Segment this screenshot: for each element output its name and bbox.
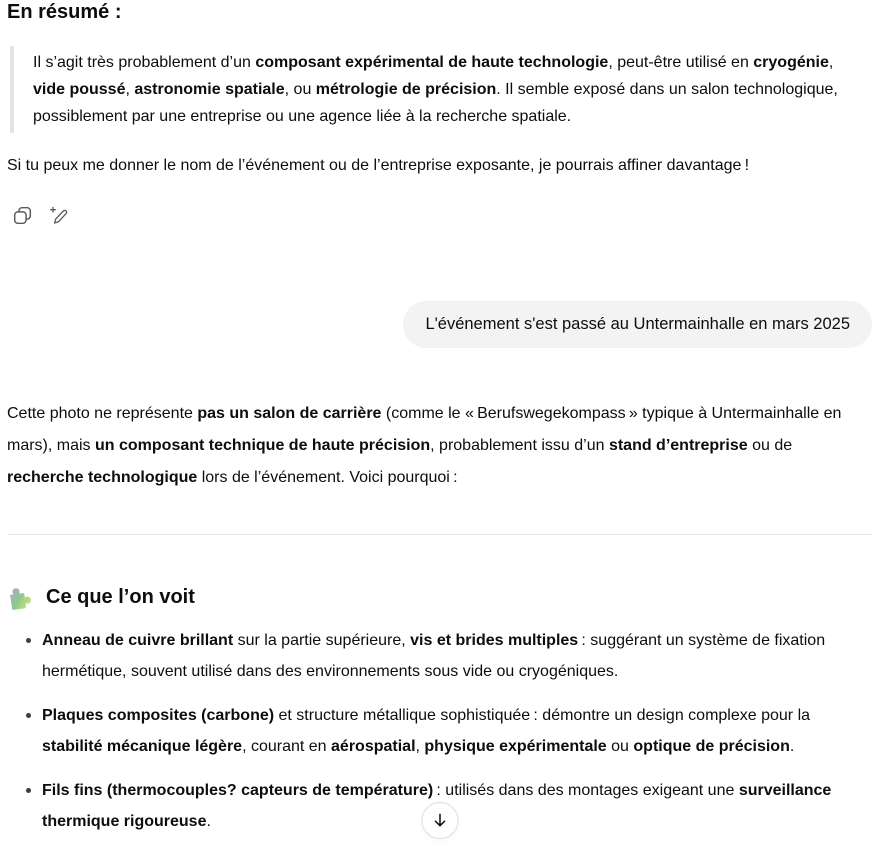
section-divider (7, 534, 872, 535)
summary-blockquote (7, 46, 872, 133)
scroll-to-bottom-button[interactable] (421, 802, 458, 839)
bullet-dot (26, 713, 31, 718)
summary-heading: En résumé : (7, 1, 122, 23)
list-item-text: Plaques composites (carbone) et structure métallique sophistiquée : démontre un design complexe pour la stabilité mécanique légère, courant en aérospatial, physique expérimentale ou optique de précision. (42, 707, 811, 755)
assistant-message-2 (7, 398, 872, 837)
copy-button[interactable] (9, 202, 35, 228)
bullet-dot (26, 638, 31, 643)
bullet-dot (26, 788, 31, 793)
puzzle-emoji-icon (7, 584, 33, 610)
list-item (7, 625, 872, 687)
user-message-row (7, 301, 872, 348)
section-title: Ce que l’on voit (46, 586, 195, 608)
copy-icon (13, 206, 32, 225)
list-item (7, 700, 872, 762)
blockquote-bar (10, 46, 14, 133)
blockquote-text: Il s’agit très probablement d’un composant expérimental de haute technologie, peut-être utilisé en cryogénie, vide poussé, astronomie spatiale, ou métrologie de précision. Il semble exposé dans un salon technologique, possiblement par une entreprise ou une agence liée à la recherche spatiale. (33, 54, 838, 125)
list-item-text: Fils fins (thermocouples? capteurs de température) : utilisés dans des montages exigeant une surveillance thermique rigoureuse. (42, 782, 832, 830)
user-message-text: L'événement s'est passé au Untermainhalle en mars 2025 (425, 315, 850, 333)
list-item-text: Anneau de cuivre brillant sur la partie supérieure, vis et brides multiples : suggérant un système de fixation hermétique, souvent utilisé dans des environnements sous vide ou cryogéniques. (42, 632, 826, 680)
arrow-down-icon (430, 811, 449, 830)
section-heading (7, 582, 872, 612)
followup-question: Si tu peux me donner le nom de l’événement ou de l’entreprise exposante, je pourrais affiner davantage ! (7, 157, 750, 174)
edit-button[interactable] (45, 202, 71, 228)
assistant-message-1 (7, 0, 872, 228)
intro-paragraph: Cette photo ne représente pas un salon de carrière (comme le « Berufswegekompass » typique à Untermainhalle en mars), mais un composant technique de haute précision, probablement issu d’un stand d’entreprise ou de recherche technologique lors de l’événement. Voici pourquoi : (7, 405, 842, 486)
message-actions (9, 202, 872, 228)
edit-pencil-icon (49, 206, 68, 225)
user-message-bubble (403, 301, 872, 348)
